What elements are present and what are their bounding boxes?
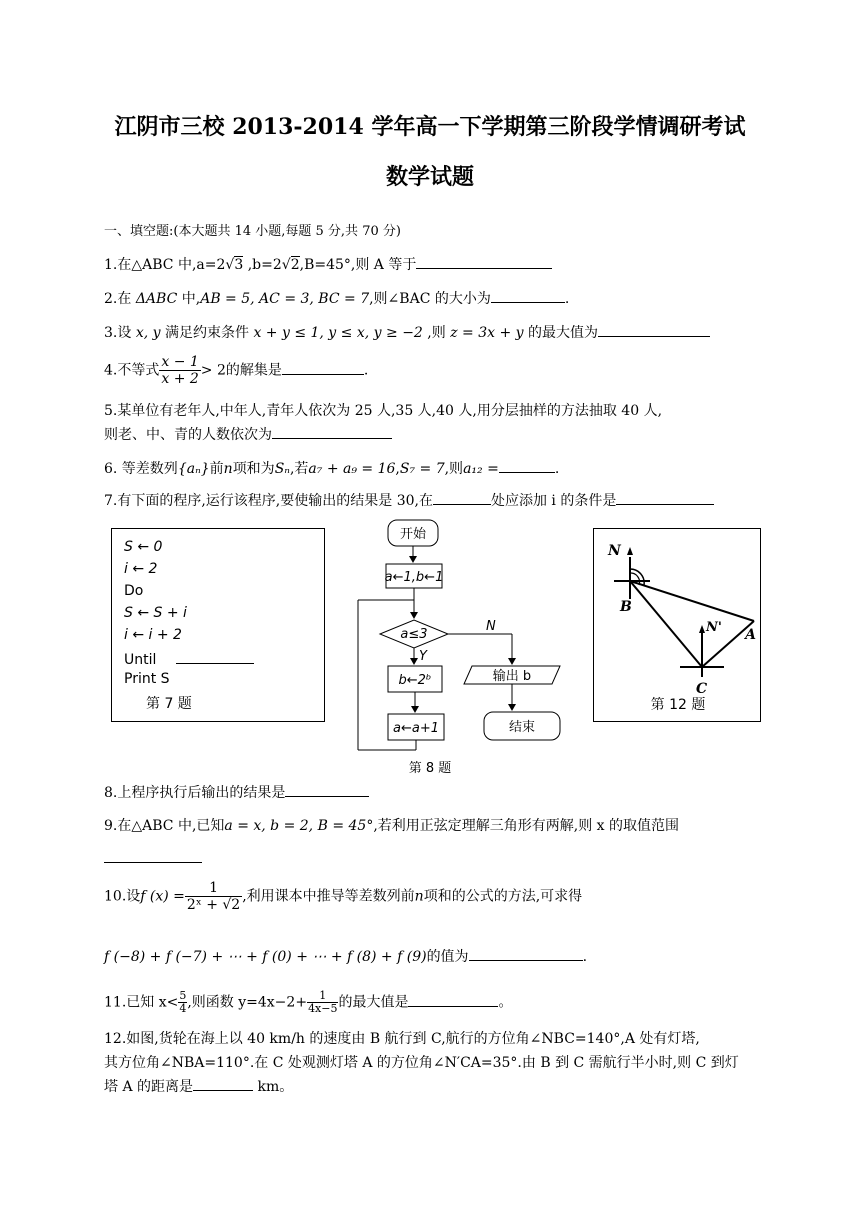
sqrt-sign: √: [281, 257, 291, 273]
answer-blank[interactable]: [282, 360, 364, 375]
end-label: 结束: [508, 720, 536, 735]
answer-blank[interactable]: [104, 850, 202, 863]
q3-mid: 满足约束条件: [160, 325, 254, 341]
answer-blank[interactable]: [193, 1076, 253, 1091]
answer-blank[interactable]: [491, 288, 565, 303]
q10-sum-expression: f (−8) + f (−7) + ⋯ + f (0) + ⋯ + f (8) + f (9): [104, 949, 427, 965]
q7-text: 7.有下面的程序,运行该程序,要使输出的结果是 30,在: [104, 493, 433, 509]
q11-fraction-term: [307, 990, 338, 1015]
question-12-line1: 12.如图,货轮在海上以 40 km/h 的速度由 B 航行到 C,航行的方位角∠NBC=140°,A 处有灯塔,: [104, 1031, 700, 1047]
q9-suffix: ,若利用正弦定理解三角形有两解,则 x 的取值范围: [373, 818, 680, 834]
program-line: S ← 0: [124, 539, 163, 555]
q4-denominator: x + 2: [161, 371, 199, 387]
q12-line3-text: 塔 A 的距离是: [104, 1079, 194, 1095]
no-label: N: [486, 619, 496, 634]
q11-prefix: 11.已知 x<: [104, 994, 179, 1011]
q6-prefix: 6. 等差数列: [104, 461, 178, 477]
question-6: [104, 458, 559, 478]
q7-mid: 处应添加 i 的条件是: [490, 493, 617, 509]
q6-mid4: ,: [395, 461, 400, 477]
start-label: 开始: [399, 527, 427, 542]
program-line: Do: [124, 583, 144, 599]
q6-sequence: {aₙ}: [177, 461, 210, 477]
question-1: [104, 254, 552, 274]
q6-mid5: ,则: [444, 461, 464, 477]
q2-end: .: [564, 291, 570, 307]
answer-blank[interactable]: [416, 254, 552, 269]
q9-conditions: a = x, b = 2, B = 45°: [224, 818, 374, 834]
flowchart-diagram: [340, 514, 570, 776]
q11-fraction-bound: [178, 990, 187, 1015]
question-9: [104, 815, 679, 835]
q6-mid: 前: [209, 461, 224, 477]
q10-n: n: [414, 888, 424, 905]
q2-equations: AB = 5, AC = 3, BC = 7: [200, 291, 370, 307]
q5-line2-text: 则老、中、青的人数依次为: [104, 427, 272, 443]
label-n-prime: N': [706, 620, 722, 635]
q6-end: .: [554, 461, 560, 477]
arrow-icon: [699, 625, 705, 633]
q6-n: n: [223, 461, 233, 477]
exam-subtitle: 数学试题: [385, 164, 474, 190]
q11-bound-den: 4: [179, 1002, 187, 1015]
q4-numerator: x − 1: [161, 354, 199, 370]
q6-sn: Sₙ: [274, 461, 290, 477]
q1-suffix: ,B=45°,则 A 等于: [299, 257, 417, 273]
condition-label: a≤3: [400, 627, 428, 642]
q2-suffix: ,则∠BAC 的大小为: [369, 291, 491, 307]
figure-caption: 第 12 题: [650, 697, 706, 713]
q4-end: .: [363, 362, 369, 379]
q10-fraction: [185, 880, 242, 913]
q11-bound-num: 5: [179, 989, 187, 1002]
q6-target: a₁₂ =: [463, 461, 499, 477]
segment-bc: [630, 581, 702, 667]
question-10: [104, 880, 582, 913]
output-label: 输出 b: [492, 669, 532, 684]
program-box: [111, 528, 325, 722]
q2-prefix: 2.在: [104, 291, 136, 307]
q11-mid: ,则函数 y=4x−2+: [187, 994, 308, 1011]
q10-sum-suffix: 的值为: [426, 949, 469, 965]
question-11: [104, 990, 512, 1015]
q2-mid: 中,: [177, 291, 201, 307]
question-12-line3: [104, 1076, 293, 1096]
q11-term-num: 1: [307, 990, 338, 1003]
answer-blank[interactable]: [616, 490, 714, 505]
label-b: B: [620, 599, 632, 615]
q9-prefix: 9.在△ABC 中,已知: [104, 818, 225, 834]
question-5-line2: [104, 424, 392, 444]
q1-mid: ,b=: [247, 257, 273, 273]
q6-cond1: a₇ + a₉ = 16: [308, 461, 396, 477]
answer-blank[interactable]: [408, 992, 498, 1007]
program-line: S ← S + i: [124, 605, 187, 621]
answer-blank[interactable]: [272, 424, 392, 439]
q3-suffix: 的最大值为: [523, 325, 598, 341]
q1-a-coef: 2: [216, 257, 226, 273]
program-line: Print S: [124, 671, 170, 687]
q1-b-coef: 2: [272, 257, 282, 273]
answer-blank[interactable]: [176, 649, 254, 664]
q3-mid2: ,则: [422, 325, 451, 341]
navigation-figure-box: [593, 528, 761, 722]
question-10-sum: [104, 946, 587, 966]
sqrt-sign: √: [225, 257, 235, 273]
exam-title: 江阴市三校 2013-2014 学年高一下学期第三阶段学情调研考试: [114, 114, 746, 140]
answer-blank[interactable]: [285, 782, 369, 797]
program-line: Until: [124, 652, 157, 668]
q11-suffix: 的最大值是: [338, 994, 409, 1011]
answer-blank[interactable]: [433, 490, 491, 505]
q11-end: 。: [498, 994, 513, 1011]
figure-caption: 第 7 题: [146, 696, 192, 712]
q4-suffix: 的解集是: [225, 362, 282, 379]
question-7: [104, 490, 714, 510]
q6-mid2: 项和为: [232, 461, 275, 477]
q8-text: 8.上程序执行后输出的结果是: [104, 785, 286, 801]
figure-caption: 第 8 题: [408, 761, 452, 776]
section-heading: 一、填空题:(本大题共 14 小题,每题 5 分,共 70 分): [104, 224, 401, 239]
label-c: C: [696, 681, 708, 697]
q10-end: .: [582, 949, 588, 965]
answer-blank[interactable]: [499, 458, 555, 473]
arrow-icon: [627, 547, 633, 555]
q10-prefix: 10.设: [104, 888, 141, 905]
yes-label: Y: [419, 649, 427, 664]
question-3: [104, 322, 710, 342]
q4-inequality: > 2: [200, 362, 226, 379]
q3-vars: x, y: [135, 325, 161, 341]
question-2: [104, 288, 569, 308]
label-a: A: [745, 627, 756, 643]
q4-fraction: [159, 354, 200, 387]
question-8: [104, 782, 369, 802]
label-n: N: [608, 543, 621, 559]
assign-b-label: b←2ᵇ: [398, 673, 432, 688]
q2-triangle: ΔABC: [135, 291, 178, 307]
program-line: i ← i + 2: [124, 627, 182, 643]
q4-prefix: 4.不等式: [104, 362, 160, 379]
navigation-diagram: [594, 529, 760, 721]
assign-a-label: a←a+1: [393, 721, 439, 736]
q1-b-radicand: 2: [290, 257, 300, 273]
q10-numerator: 1: [185, 880, 242, 897]
question-5-line1: 5.某单位有老年人,中年人,青年人依次为 25 人,35 人,40 人,用分层抽样的方法抽取 40 人,: [104, 403, 663, 419]
q1-a-radicand: 3: [234, 257, 244, 273]
q10-suffix: ,利用课本中推导等差数列前: [242, 888, 415, 905]
answer-blank[interactable]: [598, 322, 710, 337]
q3-prefix: 3.设: [104, 325, 136, 341]
q10-denominator: 2ˣ + √2: [186, 897, 241, 913]
question-4: [104, 354, 368, 387]
program-line: i ← 2: [124, 561, 158, 577]
q1-prefix: 1.在△ABC 中,a=: [104, 257, 217, 273]
init-label: a←1,b←1: [384, 570, 444, 585]
question-12-line2: 其方位角∠NBA=110°.在 C 处观测灯塔 A 的方位角∠N′CA=35°.由 B 到 C 需航行半小时,则 C 到灯: [104, 1055, 739, 1071]
q10-function: f (x) =: [140, 888, 185, 905]
q3-conditions: x + y ≤ 1, y ≤ x, y ≥ −2: [253, 325, 423, 341]
q6-cond2: S₇ = 7: [399, 461, 445, 477]
q11-term-den: 4x−5: [308, 1002, 338, 1015]
q12-unit: km。: [253, 1079, 294, 1095]
answer-blank[interactable]: [469, 946, 583, 961]
q3-expression: z = 3x + y: [450, 325, 524, 341]
q6-mid3: ,若: [289, 461, 309, 477]
q10-suffix2: 项和的公式的方法,可求得: [423, 888, 583, 905]
segment-ba: [630, 581, 754, 621]
